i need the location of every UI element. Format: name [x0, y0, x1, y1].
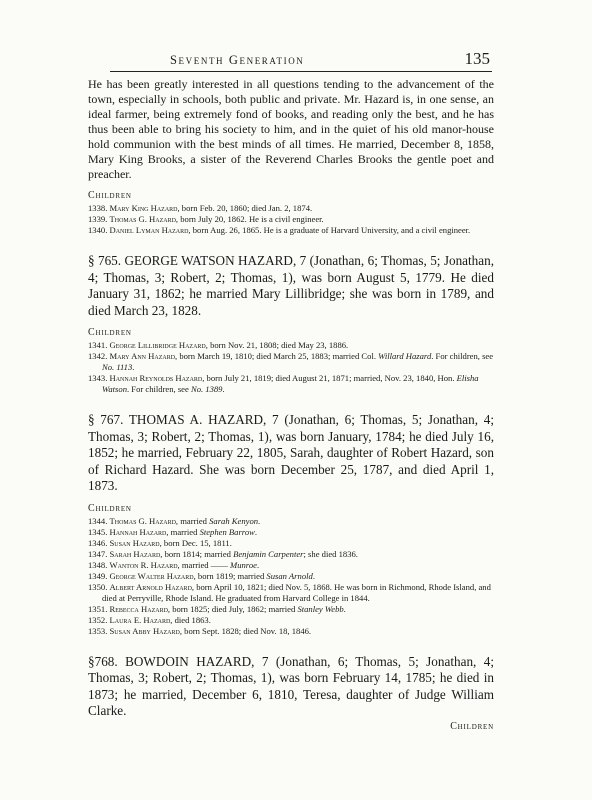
entry-name: George Lillibridge Hazard, [109, 340, 208, 350]
entry-number: 1352. [88, 614, 110, 625]
entry-number: 1343. [88, 373, 110, 383]
entry-text: died 1863. [172, 614, 211, 625]
child-entry [88, 560, 494, 571]
child-entry [88, 604, 494, 615]
entry-text: born Feb. 20, 1860; died Jan. 2, 1874. [179, 203, 313, 213]
entry-text: born July 21, 1819; died August 21, 1871; married, Nov. 23, 1840, Hon. [204, 373, 457, 383]
entry-name: Mary Ann Hazard, [109, 351, 178, 361]
entry-name: Albert Arnold Hazard, [109, 581, 195, 592]
entry-text: born Aug. 26, 1865. He is a graduate of Harvard University, and a civil engineer. [190, 225, 471, 235]
entry-text: . [312, 570, 315, 581]
child-entry [88, 571, 494, 582]
section-768 [88, 654, 494, 720]
children-heading: Children [88, 502, 132, 514]
entry-number: 1351. [88, 603, 110, 614]
section-text: 7 (Jonathan, 6; Thomas, 5; Jonathan, 4; Thomas, 3; Robert, 2; Thomas, 1), was born August 5, 1779. He died January 31, 1862; he married Mary Lillibridge; she was born in 1789, and died March 23, 1828. [88, 253, 495, 318]
entry-text: . For children, see [431, 351, 494, 361]
entry-spouse: Willard Hazard [378, 351, 432, 361]
entry-name: Rebecca Hazard, [109, 603, 171, 614]
entry-text: . [258, 515, 261, 526]
child-entry [88, 538, 494, 549]
entry-number: 1349. [88, 570, 110, 581]
entry-text: born July 20, 1862. He is a civil engineer. [178, 214, 324, 224]
section-gap [88, 236, 494, 253]
entry-text: married [178, 515, 210, 526]
running-header [110, 49, 490, 71]
section-text: 7 (Jonathan, 6; Thomas, 5; Jonathan, 4; Thomas, 3; Robert, 2; Thomas, 1), was born February 14, 1785; he died in 1873; he married, December 6, 1810, Teresa, daughter of Judge William Clarke. [88, 653, 495, 718]
child-entry [88, 626, 494, 637]
entry-name: Laura E. Hazard, [109, 614, 173, 625]
entry-number: 1347. [88, 548, 110, 559]
section-gap [88, 637, 494, 654]
entry-text: born 1814; married [162, 548, 234, 559]
child-entry [88, 225, 494, 236]
entry-name: Thomas G. Hazard, [109, 515, 179, 526]
entry-spouse: Benjamin Carpenter [233, 548, 304, 559]
child-entry [88, 516, 494, 527]
entry-text: born Sept. 1828; died Nov. 18, 1846. [182, 625, 312, 636]
section-mark: §768. [88, 653, 118, 669]
section-person: BOWDOIN HAZARD, [125, 653, 255, 669]
entry-name: Thomas G. Hazard, [109, 214, 179, 224]
children-list-3 [88, 516, 494, 637]
section-person: GEORGE WATSON HAZARD, [124, 253, 297, 268]
children-heading: Children [88, 327, 132, 338]
entry-reference: No. 1389 [190, 384, 223, 394]
entry-text: . [254, 526, 258, 537]
page-number: 135 [464, 49, 490, 68]
child-entry [88, 549, 494, 560]
entry-spouse: Elisha Watson [102, 373, 479, 394]
children-list-2 [88, 340, 494, 395]
children-heading-continued: Children [450, 720, 494, 732]
entry-text: . [222, 384, 225, 394]
entry-name: Sarah Hazard, [109, 548, 163, 559]
entry-name: Susan Hazard, [109, 537, 162, 548]
section-mark: § 765. [88, 253, 122, 268]
entry-text: ; she died 1836. [303, 548, 358, 559]
entry-text: married [168, 526, 200, 537]
child-entry [88, 203, 494, 214]
entry-text: born Nov. 21, 1808; died May 23, 1886. [207, 340, 349, 350]
entry-number: 1338. [88, 203, 110, 213]
child-entry [88, 527, 494, 538]
section-person: THOMAS A. HAZARD, [128, 412, 267, 427]
entry-spouse: Stephen Barrow [199, 526, 255, 537]
entry-number: 1350. [88, 581, 110, 592]
section-767 [88, 412, 494, 495]
entry-number: 1344. [88, 515, 110, 526]
entry-text: born 1819; married [195, 570, 267, 581]
child-entry [88, 582, 494, 604]
child-entry [88, 340, 494, 351]
header-rule [110, 71, 492, 72]
entry-number: 1339. [88, 214, 110, 224]
entry-name: Daniel Lyman Hazard, [109, 225, 191, 235]
entry-name: Susan Abby Hazard, [109, 625, 182, 636]
entry-number: 1348. [88, 559, 110, 570]
entry-number: 1353. [88, 625, 110, 636]
entry-spouse: Sarah Kenyon [209, 515, 259, 526]
entry-number: 1345. [88, 526, 110, 537]
entry-spouse: Munroe [230, 559, 257, 570]
entry-number: 1341. [88, 340, 110, 350]
entry-name: Hannah Reynolds Hazard, [109, 373, 205, 383]
section-765 [88, 253, 494, 319]
section-text: 7 (Jonathan, 6; Thomas, 5; Jonathan, 4; Thomas, 3; Robert, 2; Thomas, 1), was born January, 1784; he died July 16, 1852; he married, February 22, 1805, Sarah, daughter of Robert Hazard, son of Richard Hazard. She was born December 25, 1787, and died April 1, 1873. [88, 412, 494, 493]
child-entry [88, 615, 494, 626]
section-gap [88, 395, 494, 412]
entry-name: Hannah Hazard, [109, 526, 169, 537]
entry-text: married —— [179, 559, 231, 570]
intro-paragraph: He has been greatly interested in all questions tending to the advancement of the town, especially in schools, both public and private. Mr. Hazard is, in one sense, an ideal farmer, being extremely fond of books, and reading only the best, and he has thus been able to bring his society to him, and in the quiet of his old manor-house hold communion with the best minds of all times. He married, December 8, 1858, Mary King Brooks, a sister of the Reverend Charles Brooks the gentle poet and preacher. [88, 77, 494, 181]
entry-spouse: Susan Arnold [266, 570, 313, 581]
header-title: Seventh Generation [170, 53, 305, 67]
entry-text: born 1825; died July, 1862; married [170, 603, 298, 614]
entry-name: Mary King Hazard, [109, 203, 180, 213]
entry-spouse: Stanley Webb [297, 603, 344, 614]
children-list-1 [88, 203, 494, 236]
entry-text: born Dec. 15, 1811. [161, 537, 232, 548]
entry-number: 1340. [88, 225, 110, 235]
entry-text: . For children, see [127, 384, 191, 394]
entry-name: Wanton R. Hazard, [109, 559, 180, 570]
child-entry [88, 351, 494, 373]
entry-number: 1346. [88, 537, 110, 548]
entry-number: 1342. [88, 351, 110, 361]
entry-text: born April 10, 1821; died Nov. 5, 1868. He was born in Richmond, Rhode Island, and died at Perryville, Rhode Island. He graduated from Harvard College in 1844. [102, 581, 491, 603]
entry-text: . [132, 362, 135, 372]
child-entry [88, 214, 494, 225]
entry-reference: No. 1113 [102, 362, 133, 372]
entry-text: . [256, 559, 260, 570]
entry-text: . [343, 603, 346, 614]
child-entry [88, 373, 494, 395]
entry-name: George Walter Hazard, [109, 570, 196, 581]
section-mark: § 767. [88, 412, 124, 427]
children-heading: Children [88, 190, 132, 201]
entry-text: born March 19, 1810; died March 25, 1883; married Col. [177, 351, 379, 361]
page-body [88, 77, 494, 732]
